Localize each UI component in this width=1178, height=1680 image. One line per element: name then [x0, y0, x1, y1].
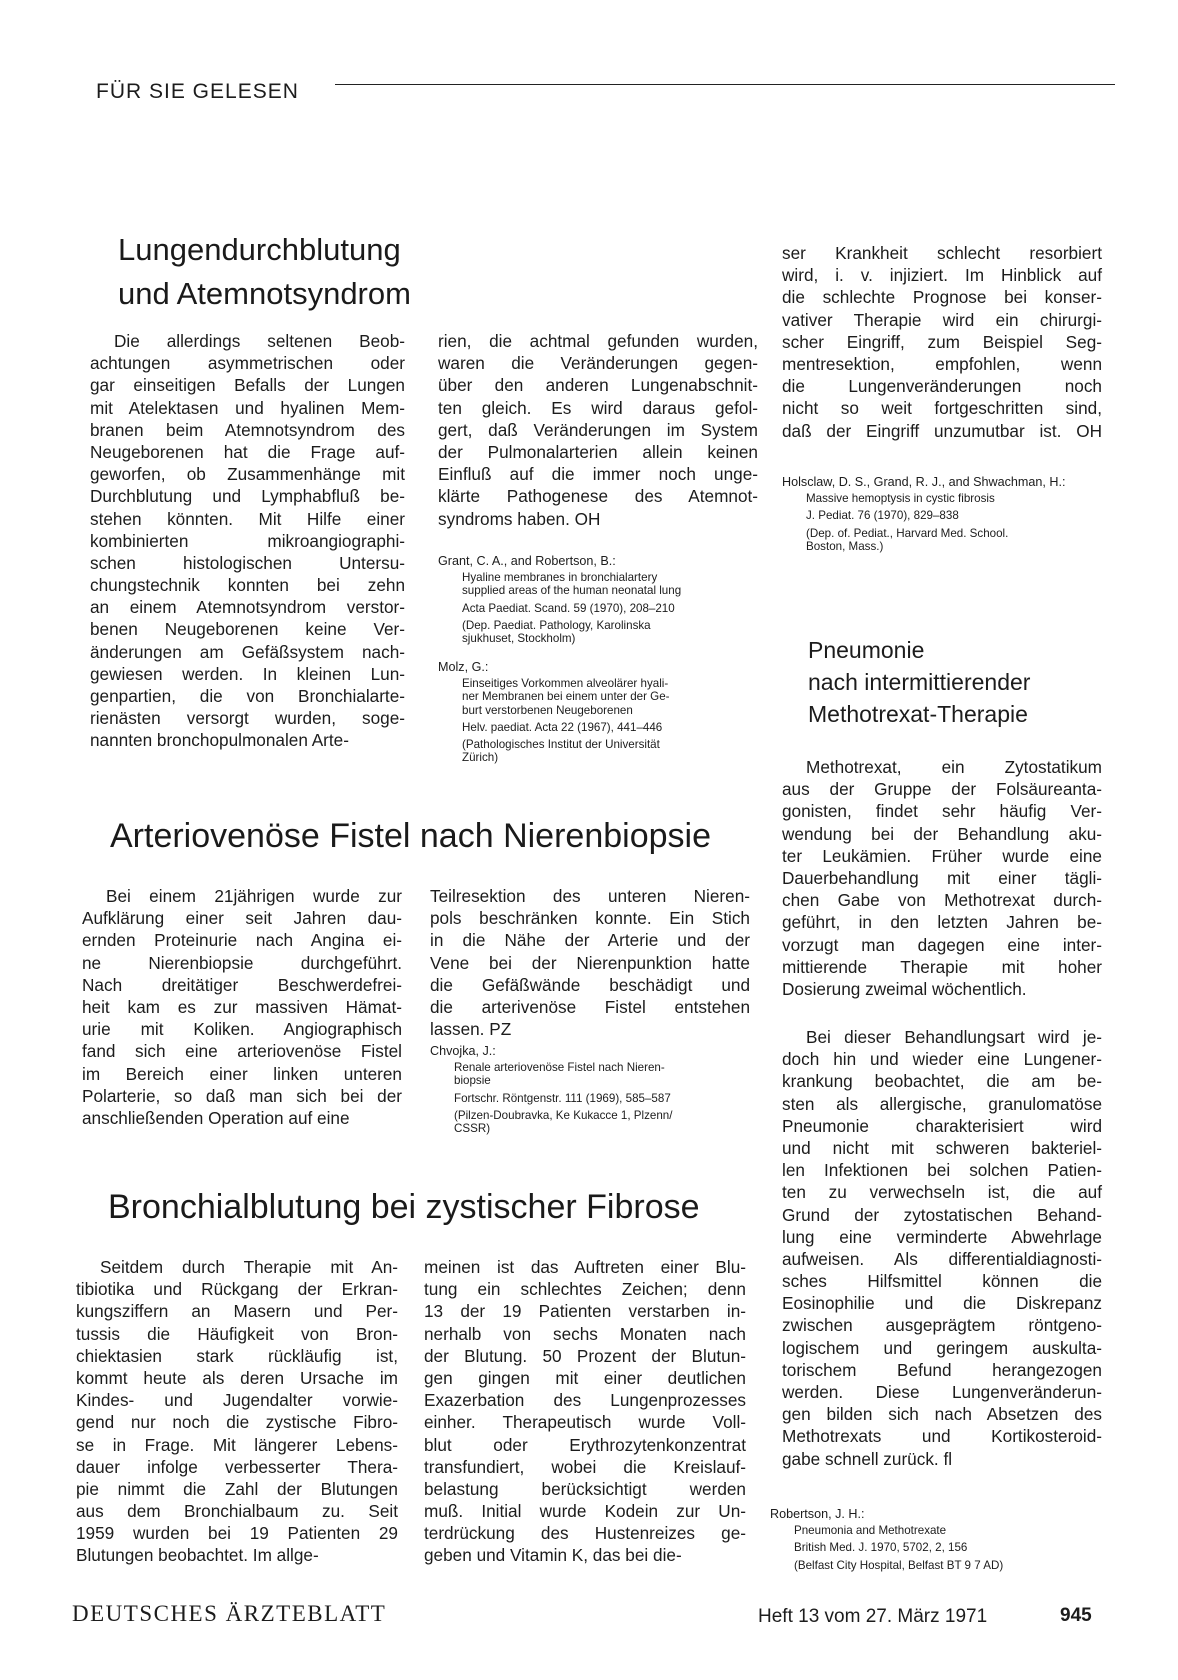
text-line: chiektasien stark rückläufig ist, — [76, 1345, 398, 1366]
text-line: branen beim Atemnotsyndrom des — [90, 419, 405, 440]
text-line: schen histologischen Untersu- — [90, 552, 405, 573]
text-line: die arterivenöse Fistel entstehen — [430, 996, 750, 1017]
reference-line: Renale arteriovenöse Fistel nach Nieren- — [454, 1061, 665, 1075]
article3-reference — [782, 476, 1112, 553]
text-line: dauer infolge verbesserter Thera- — [76, 1456, 398, 1477]
text-line: transfundiert, wobei die Kreislauf- — [424, 1456, 746, 1477]
text-line: pols beschränken konnte. Ein Stich — [430, 908, 750, 929]
text-line: geben und Vitamin K, das bei die- — [424, 1545, 682, 1566]
text-line: rien, die achtmal gefunden wurden, — [438, 331, 758, 351]
text-line: nannten bronchopulmonalen Arte- — [90, 730, 349, 751]
text-line: geführt, in den letzten Jahren be- — [782, 912, 1102, 933]
text-line: sches Hilfsmittel können die — [782, 1271, 1102, 1292]
text-line: fand sich eine arteriovenöse Fistel — [82, 1041, 402, 1062]
article2-column-1 — [82, 885, 402, 1129]
text-line: geworfen, ob Zusammenhänge mit — [90, 464, 405, 485]
text-line: und nicht mit schweren bakteriel- — [782, 1137, 1102, 1158]
text-line: Exazerbation des Lungenprozesses — [424, 1390, 746, 1411]
text-line: über den anderen Lungenabschnit- — [438, 375, 758, 396]
text-line: pie nimmt die Zahl der Blutungen — [76, 1478, 398, 1499]
text-line: urie mit Koliken. Angiographisch — [82, 1019, 402, 1040]
text-line: vorzugt man dagegen eine inter- — [782, 934, 1102, 955]
article3-column-3 — [782, 242, 1102, 442]
text-line: gonisten, findet sehr häufig Ver- — [782, 801, 1102, 822]
text-line: Methotrexat, ein Zytostatikum — [806, 757, 1102, 777]
text-line: die Lungenveränderungen noch — [782, 376, 1102, 397]
text-line: sten als allergische, granulomatöse — [782, 1093, 1102, 1114]
text-line: 13 der 19 Patienten verstarben in- — [424, 1301, 746, 1322]
text-line: an einem Atemnotsyndrom verstor- — [90, 597, 405, 618]
text-line: gen bilden sich nach Absetzen des — [782, 1404, 1102, 1425]
text-line: Seitdem durch Therapie mit An- — [100, 1257, 398, 1277]
text-line: Nach dreitätiger Beschwerdefrei- — [82, 974, 402, 995]
article4-title-line: nach intermittierender — [808, 669, 1031, 695]
text-line: gend nur noch die zystische Fibro- — [76, 1412, 398, 1433]
reference-line: Boston, Mass.) — [806, 539, 884, 553]
text-line: Bei dieser Behandlungsart wird je- — [806, 1027, 1102, 1047]
text-line: Bei einem 21jährigen wurde zur — [106, 886, 402, 906]
text-line: heit kam es zur massiven Hämat- — [82, 996, 402, 1017]
reference-author: Chvojka, J.: — [430, 1044, 496, 1058]
text-line: scher Eingriff, zum Beispiel Seg- — [782, 331, 1102, 352]
reference-author: Molz, G.: — [438, 660, 489, 674]
text-line: genpartien, die von Bronchialarte- — [90, 686, 405, 706]
text-line: Dosierung zweimal wöchentlich. — [782, 978, 1027, 999]
text-line: mentresektion, empfohlen, wenn — [782, 353, 1102, 374]
text-line: waren die Veränderungen gegen- — [438, 353, 758, 374]
text-line: logischem und geringem auskulta- — [782, 1337, 1102, 1358]
text-line: zwischen ausgeprägtem röntgeno- — [782, 1315, 1102, 1336]
text-line: chungstechnik konnten bei zehn — [90, 575, 405, 596]
article1-reference-1 — [438, 555, 758, 645]
text-line: daß der Eingriff unzumutbar ist. OH — [782, 420, 1102, 441]
footer-journal-name: DEUTSCHES ÄRZTEBLATT — [72, 1601, 387, 1626]
article4-title-line: Pneumonie — [808, 637, 925, 663]
text-line: Polarterie, so daß man sich bei der — [82, 1085, 402, 1106]
reference-line: Acta Paediat. Scand. 59 (1970), 208–210 — [462, 601, 675, 615]
article2-reference — [430, 1045, 750, 1135]
text-line: der Blutung. 50 Prozent der Blutun- — [424, 1345, 746, 1366]
text-line: Dauerbehandlung mit einer tägli- — [782, 867, 1102, 888]
text-line: wendung bei der Behandlung aku- — [782, 823, 1102, 844]
text-line: Vene bei der Nierenpunktion hatte — [430, 952, 750, 973]
text-line: mit Atelektasen und hyalinen Mem- — [90, 397, 405, 418]
text-line: belastung berücksichtigt werden — [424, 1478, 746, 1499]
text-line: Neugeborenen hat die Frage auf- — [90, 441, 405, 462]
text-line: syndroms haben. OH — [438, 508, 601, 529]
header-rule — [335, 84, 1115, 85]
text-line: Eosinophilie und die Diskrepanz — [782, 1293, 1102, 1314]
footer-page-number: 945 — [1060, 1605, 1092, 1626]
reference-line: Helv. paediat. Acta 22 (1967), 441–446 — [462, 720, 663, 734]
text-line: terdrückung des Hustenreizes ge- — [424, 1523, 746, 1544]
text-line: tibiotika und Rückgang der Erkran- — [76, 1279, 398, 1300]
footer-issue: Heft 13 vom 27. März 1971 — [758, 1606, 988, 1627]
reference-line: biopsie — [454, 1074, 491, 1088]
text-line: ernden Proteinurie nach Angina ei- — [82, 930, 402, 951]
reference-line: Massive hemoptysis in cystic fibrosis — [806, 492, 995, 506]
text-line: in die Nähe der Arterie und der — [430, 930, 750, 951]
text-line: gen gingen mit einer deutlichen — [424, 1367, 746, 1388]
text-line: gert, daß Veränderungen im System — [438, 419, 758, 440]
text-line: 1959 wurden bei 19 Patienten 29 — [76, 1523, 398, 1544]
text-line: blut oder Erythrozytenkonzentrat — [424, 1434, 746, 1455]
text-line: kungsziffern an Masern und Per- — [76, 1301, 398, 1322]
text-line: kommt heute als deren Ursache im — [76, 1367, 398, 1388]
text-line: aus dem Bronchialbaum zu. Seit — [76, 1501, 398, 1522]
reference-line: (Pathologisches Institut der Universität — [462, 738, 660, 752]
article3-title: Bronchialblutung bei zystischer Fibrose — [108, 1188, 700, 1226]
text-line: stehen könnten. Mit Hilfe einer — [90, 508, 405, 529]
reference-line: Fortschr. Röntgenstr. 111 (1969), 585–587 — [454, 1091, 671, 1105]
text-line: einher. Therapeutisch wurde Voll- — [424, 1412, 746, 1433]
text-line: aufweisen. Als differentialdiagnosti- — [782, 1248, 1102, 1269]
reference-line: Pneumonia and Methotrexate — [794, 1524, 947, 1538]
text-line: Grund der zytostatischen Behand- — [782, 1204, 1102, 1225]
text-line: benen Neugeborenen keine Ver- — [90, 619, 405, 640]
text-line: gabe schnell zurück. fl — [782, 1448, 953, 1469]
text-line: der Pulmonalarterien allein keinen — [438, 441, 758, 462]
text-line: Kindes- und Jugendalter vorwie- — [76, 1390, 398, 1411]
text-line: gewiesen werden. In kleinen Lun- — [90, 663, 405, 684]
text-line: ten gleich. Es wird daraus gefol- — [438, 397, 758, 418]
reference-line: burt verstorbenen Neugeborenen — [462, 703, 633, 717]
text-line: Teilresektion des unteren Nieren- — [430, 886, 750, 906]
reference-line: Einseitiges Vorkommen alveolärer hyali- — [462, 677, 669, 691]
reference-line: CSSR) — [454, 1122, 491, 1136]
article4-title-line: Methotrexat-Therapie — [808, 701, 1028, 727]
text-line: mittierende Therapie mit hoher — [782, 956, 1102, 977]
reference-author: Holsclaw, D. S., Grand, R. J., and Shwachman, H.: — [782, 475, 1066, 489]
text-line: achtungen asymmetrischen oder — [90, 353, 405, 374]
text-line: nicht so weit fortgeschritten sind, — [782, 398, 1102, 419]
article2-column-2 — [430, 885, 750, 1040]
reference-line: ner Membranen bei einem unter der Ge- — [462, 690, 670, 704]
section-header: FÜR SIE GELESEN — [96, 80, 299, 103]
article4-reference — [770, 1508, 1110, 1572]
text-line: gar einseitigen Befalls der Lungen — [90, 375, 405, 396]
article1-title-line: und Atemnotsyndrom — [118, 276, 411, 311]
text-line: die Gefäßwände beschädigt und — [430, 974, 750, 995]
reference-line: supplied areas of the human neonatal lung — [462, 584, 682, 598]
text-line: meinen ist das Auftreten einer Blu- — [424, 1257, 746, 1277]
text-line: vativer Therapie wird ein chirurgi- — [782, 309, 1102, 330]
text-line: lassen. PZ — [430, 1019, 512, 1040]
article1-title — [118, 228, 411, 316]
text-line: anschließenden Operation auf eine — [82, 1107, 350, 1128]
article1-title-line: Lungendurchblutung — [118, 232, 401, 267]
text-line: ten zu verwechseln ist, die auf — [782, 1182, 1102, 1203]
text-line: ser Krankheit schlecht resorbiert — [782, 243, 1102, 263]
text-line: Blutungen beobachtet. Im allge- — [76, 1545, 319, 1566]
text-line: nerhalb von sechs Monaten nach — [424, 1323, 746, 1344]
text-line: lung eine verminderte Abwehrlage — [782, 1226, 1102, 1247]
reference-author: Grant, C. A., and Robertson, B.: — [438, 554, 616, 568]
text-line: änderungen am Gefäßsystem nach- — [90, 641, 405, 662]
text-line: im Bereich einer linken unteren — [82, 1063, 402, 1084]
text-line: aus der Gruppe der Folsäureanta- — [782, 779, 1102, 800]
text-line: kombinierten mikroangiographi- — [90, 530, 405, 551]
reference-line: Hyaline membranes in bronchialartery — [462, 571, 658, 585]
text-line: wird, i. v. injiziert. Im Hinblick auf — [782, 265, 1102, 286]
text-line: die schlechte Prognose bei konser- — [782, 287, 1102, 308]
reference-line: (Dep. of. Pediat., Harvard Med. School. — [806, 526, 1009, 540]
reference-author: Robertson, J. H.: — [770, 1507, 865, 1521]
reference-line: sjukhuset, Stockholm) — [462, 632, 576, 646]
text-line: doch hin und wieder eine Lungener- — [782, 1049, 1102, 1070]
text-line: klärte Pathogenese des Atemnot- — [438, 486, 758, 507]
text-line: len Infektionen bei solchen Patien- — [782, 1160, 1102, 1181]
text-line: Pneumonie charakterisiert wird — [782, 1115, 1102, 1136]
text-line: Durchblutung und Lymphabfluß be- — [90, 486, 405, 507]
article3-column-2 — [424, 1256, 746, 1567]
article1-reference-2 — [438, 661, 758, 764]
reference-line: (Pilzen-Doubravka, Ke Kukacce 1, Plzenn/ — [454, 1108, 673, 1122]
text-line: tussis die Häufigkeit von Bron- — [76, 1323, 398, 1344]
article4-paragraph-1 — [782, 756, 1102, 1000]
article4-title — [808, 634, 1030, 730]
text-line: Methotrexats und Kortikosteroid- — [782, 1426, 1102, 1447]
reference-line: J. Pediat. 76 (1970), 829–838 — [806, 509, 959, 523]
text-line: ne Nierenbiopsie durchgeführt. — [82, 952, 402, 973]
text-line: werden. Diese Lungenveränderun- — [782, 1382, 1102, 1402]
reference-line: Zürich) — [462, 751, 499, 765]
text-line: tung ein schlechtes Zeichen; denn — [424, 1279, 746, 1300]
text-line: krankung beobachtet, die am be- — [782, 1071, 1102, 1092]
article1-column-2 — [438, 330, 758, 530]
article1-column-1 — [90, 330, 405, 752]
text-line: Aufklärung einer seit Jahren dau- — [82, 908, 402, 929]
text-line: rienästen versorgt wurden, soge- — [90, 708, 405, 729]
article2-title: Arteriovenöse Fistel nach Nierenbiopsie — [110, 817, 711, 855]
reference-line: British Med. J. 1970, 5702, 2, 156 — [794, 1541, 968, 1555]
text-line: chen Gabe von Methotrexat durch- — [782, 890, 1102, 911]
text-line: muß. Initial wurde Kodein zur Un- — [424, 1501, 746, 1522]
text-line: Die allerdings seltenen Beob- — [114, 331, 405, 351]
text-line: ter Leukämien. Früher wurde eine — [782, 845, 1102, 866]
reference-line: (Belfast City Hospital, Belfast BT 9 7 AD) — [794, 1558, 1004, 1572]
text-line: se in Frage. Mit längerer Lebens- — [76, 1434, 398, 1455]
text-line: Einfluß auf die immer noch unge- — [438, 464, 758, 485]
article4-paragraph-2 — [782, 1026, 1102, 1470]
article3-column-1 — [76, 1256, 398, 1567]
text-line: torischem Befund herangezogen — [782, 1359, 1102, 1380]
reference-line: (Dep. Paediat. Pathology, Karolinska — [462, 618, 651, 632]
